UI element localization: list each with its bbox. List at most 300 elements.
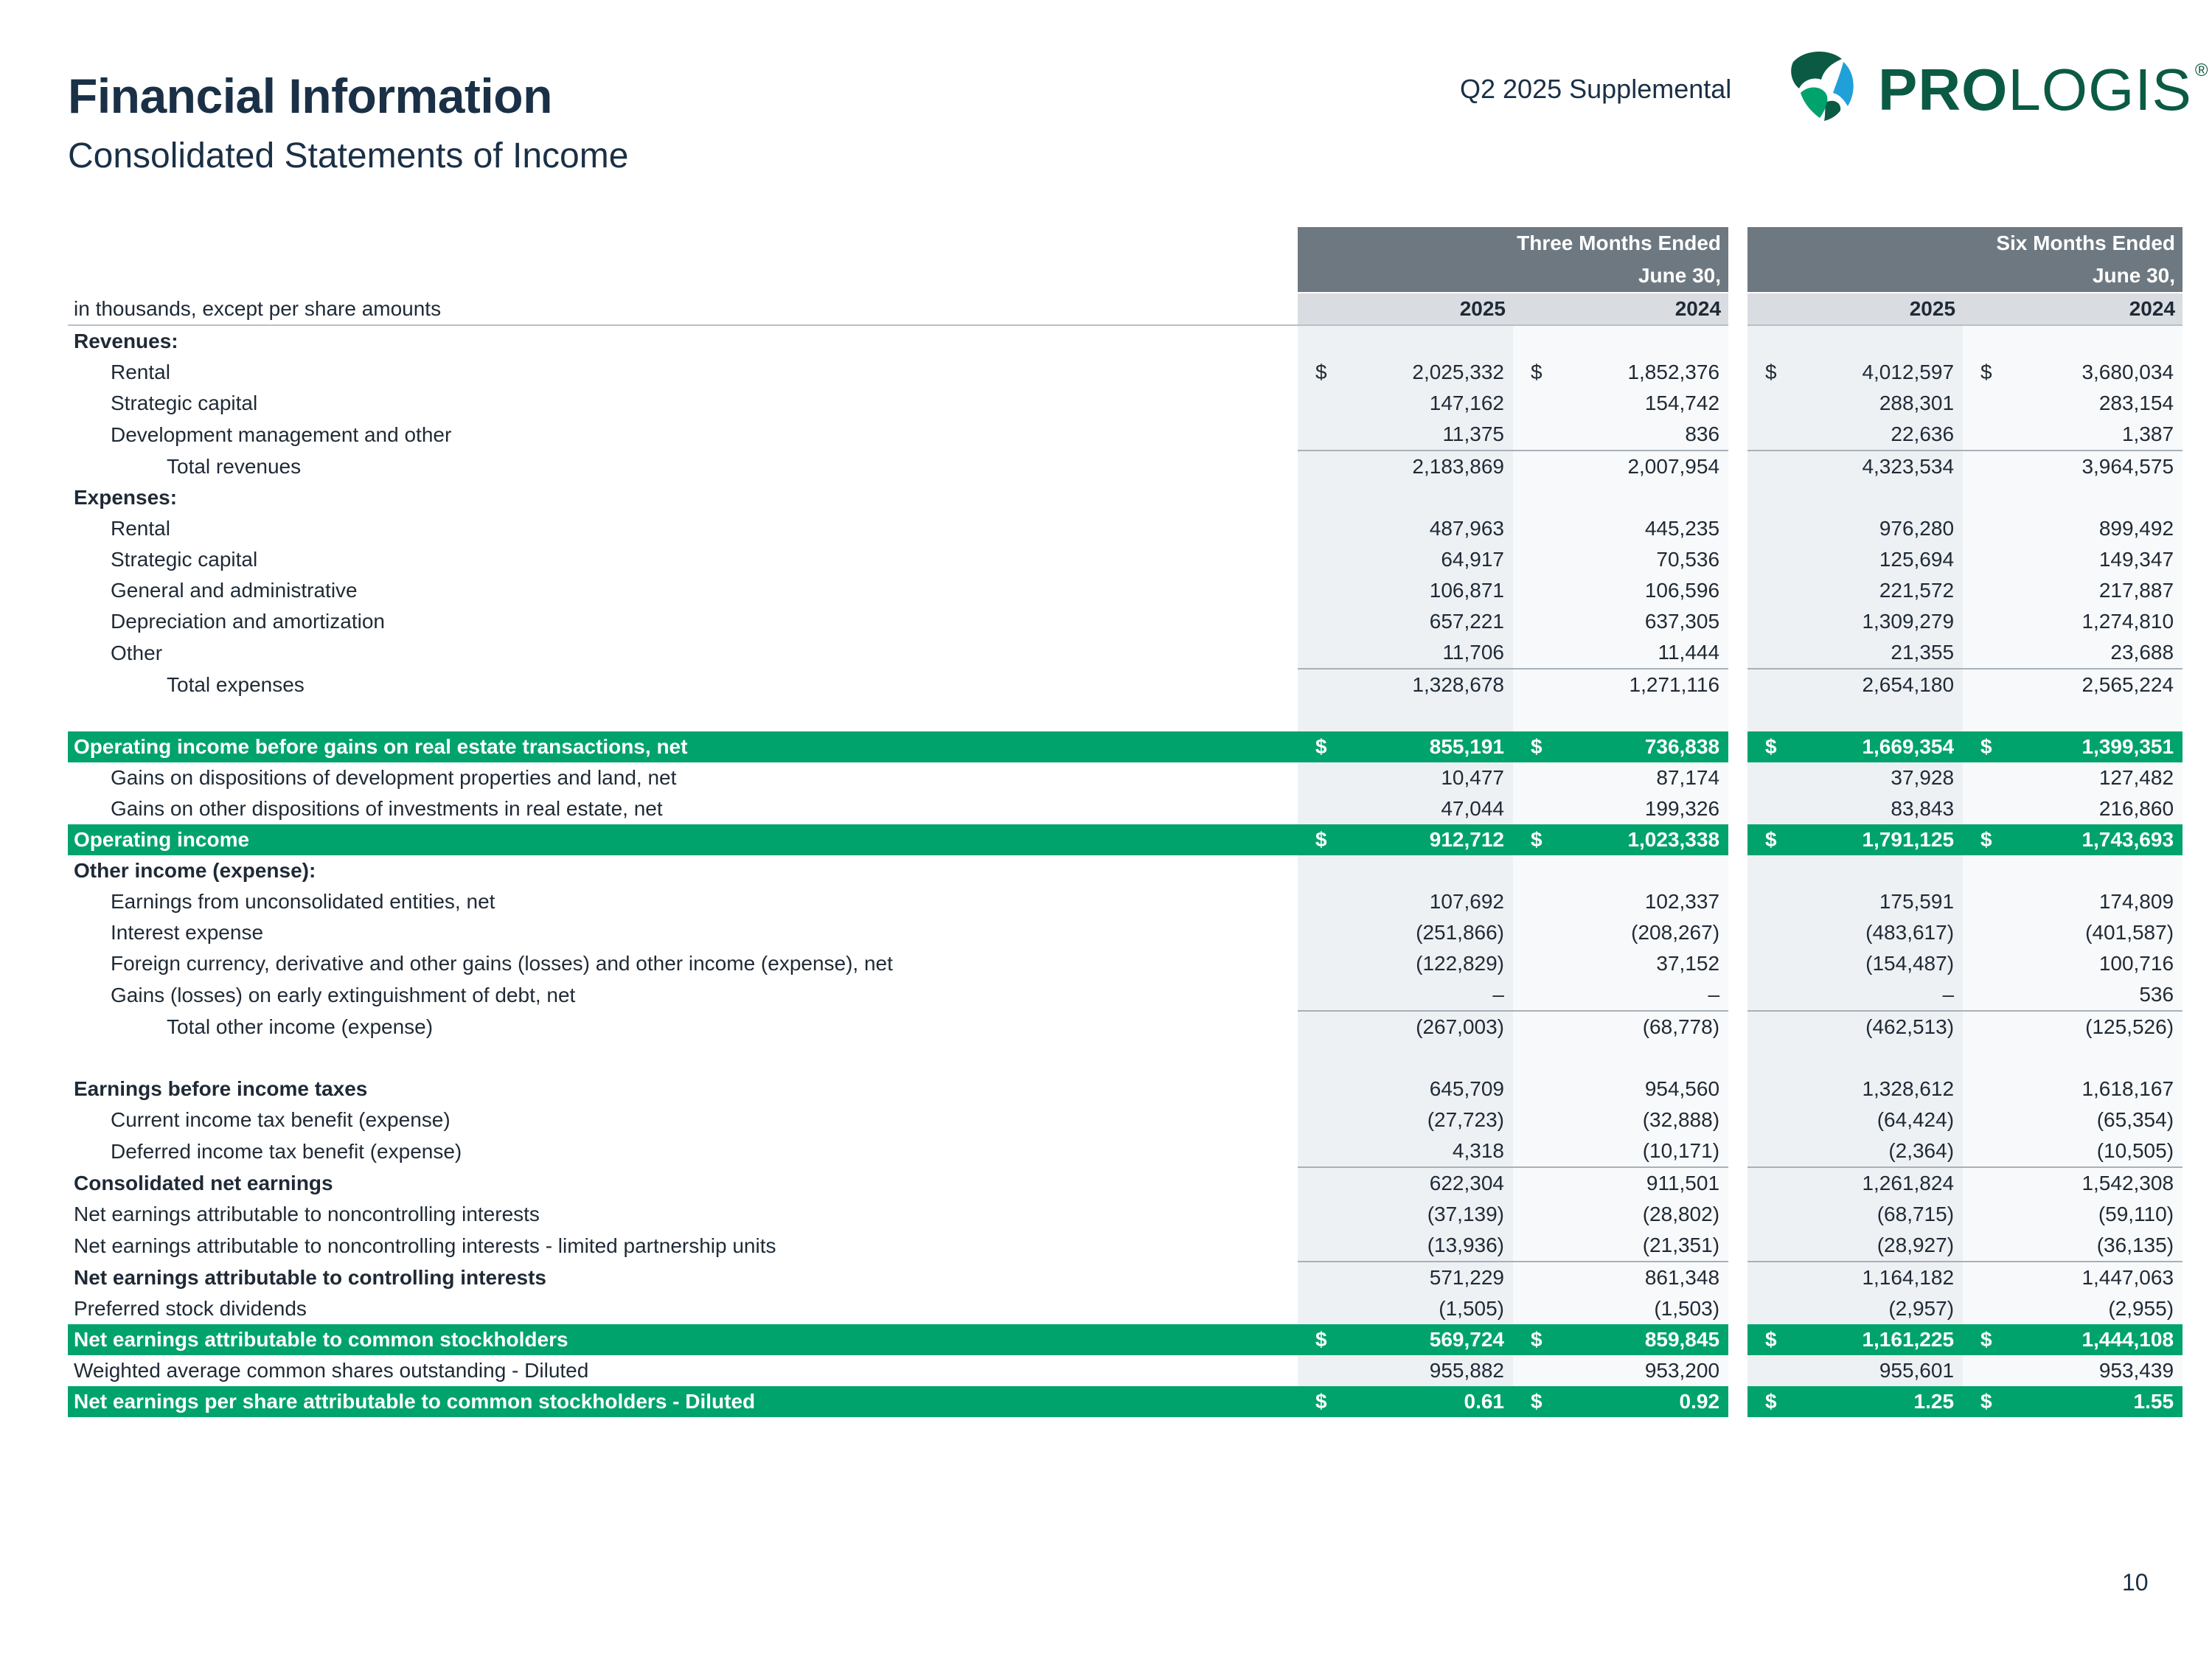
currency-symbol — [1513, 1293, 1557, 1324]
value-cell: 1,444,108 — [2007, 1324, 2183, 1355]
currency-symbol — [1747, 575, 1792, 606]
header-row-years — [68, 293, 2183, 325]
currency-symbol — [1298, 855, 1342, 886]
table-row — [68, 669, 2183, 700]
value-cell — [1342, 325, 1513, 357]
year-col-2: 2024 — [1513, 293, 1728, 325]
value-cell: 536 — [2007, 979, 2183, 1011]
value-cell: 21,355 — [1792, 637, 1963, 669]
currency-symbol — [1298, 917, 1342, 948]
row-label: Net earnings attributable to noncontrolling interests — [74, 1203, 540, 1225]
value-cell — [1557, 700, 1728, 731]
value-cell: 657,221 — [1342, 606, 1513, 637]
value-cell: (154,487) — [1792, 948, 1963, 979]
currency-symbol — [1963, 700, 2007, 731]
value-cell: 1.55 — [2007, 1386, 2183, 1417]
value-cell: (10,505) — [2007, 1135, 2183, 1167]
table-row — [68, 1386, 2183, 1417]
value-cell: 102,337 — [1557, 886, 1728, 917]
units-label: in thousands, except per share amounts — [68, 293, 1298, 325]
value-cell: (32,888) — [1557, 1105, 1728, 1135]
income-statement-table — [68, 227, 2183, 1417]
table-row — [68, 824, 2183, 855]
currency-symbol — [1963, 1043, 2007, 1074]
value-cell: 1,399,351 — [2007, 731, 2183, 762]
currency-symbol — [1963, 451, 2007, 482]
value-cell: (37,139) — [1342, 1199, 1513, 1230]
value-cell: 283,154 — [2007, 388, 2183, 419]
currency-symbol: $ — [1747, 731, 1792, 762]
value-cell — [2007, 700, 2183, 731]
currency-symbol — [1513, 1262, 1557, 1293]
value-cell: (64,424) — [1792, 1105, 1963, 1135]
currency-symbol — [1298, 1230, 1342, 1262]
value-cell — [1342, 482, 1513, 513]
page-number: 10 — [2122, 1569, 2149, 1596]
currency-symbol — [1963, 482, 2007, 513]
currency-symbol — [1963, 325, 2007, 357]
value-cell: 955,882 — [1342, 1355, 1513, 1386]
value-cell: (36,135) — [2007, 1230, 2183, 1262]
prologis-logo — [1778, 47, 2209, 128]
currency-symbol — [1298, 513, 1342, 544]
value-cell — [2007, 855, 2183, 886]
table-row — [68, 1262, 2183, 1293]
value-cell: 107,692 — [1342, 886, 1513, 917]
currency-symbol — [1298, 451, 1342, 482]
header-row-period — [68, 227, 2183, 260]
table-row — [68, 419, 2183, 451]
value-cell: 912,712 — [1342, 824, 1513, 855]
currency-symbol: $ — [1513, 731, 1557, 762]
currency-symbol — [1298, 1135, 1342, 1167]
value-cell: 1,387 — [2007, 419, 2183, 451]
row-label: Strategic capital — [111, 548, 258, 571]
row-label: Rental — [111, 361, 170, 383]
currency-symbol: $ — [1963, 824, 2007, 855]
row-label: Gains on dispositions of development properties and land, net — [111, 766, 677, 789]
currency-symbol — [1963, 1293, 2007, 1324]
currency-symbol: $ — [1513, 1324, 1557, 1355]
three-months-header: Three Months Ended — [1298, 227, 1728, 260]
currency-symbol — [1963, 1230, 2007, 1262]
value-cell: – — [1557, 979, 1728, 1011]
currency-symbol — [1963, 606, 2007, 637]
currency-symbol — [1513, 948, 1557, 979]
currency-symbol — [1298, 979, 1342, 1011]
table-row — [68, 1199, 2183, 1230]
table-row — [68, 606, 2183, 637]
currency-symbol — [1747, 1355, 1792, 1386]
year-col-1: 2025 — [1298, 293, 1513, 325]
currency-symbol — [1513, 637, 1557, 669]
currency-symbol: $ — [1513, 1386, 1557, 1417]
value-cell: 1,274,810 — [2007, 606, 2183, 637]
value-cell: (2,957) — [1792, 1293, 1963, 1324]
value-cell: 736,838 — [1557, 731, 1728, 762]
row-label: Operating income before gains on real estate transactions, net — [68, 731, 1298, 762]
currency-symbol — [1298, 482, 1342, 513]
table-row — [68, 544, 2183, 575]
value-cell — [1557, 482, 1728, 513]
value-cell: 954,560 — [1557, 1074, 1728, 1105]
currency-symbol — [1747, 793, 1792, 824]
currency-symbol — [1963, 948, 2007, 979]
value-cell: (2,955) — [2007, 1293, 2183, 1324]
value-cell: 899,492 — [2007, 513, 2183, 544]
table-row — [68, 793, 2183, 824]
value-cell: 1,542,308 — [2007, 1167, 2183, 1199]
currency-symbol — [1513, 451, 1557, 482]
currency-symbol — [1513, 1105, 1557, 1135]
table-row — [68, 1105, 2183, 1135]
currency-symbol — [1513, 1199, 1557, 1230]
value-cell — [1557, 855, 1728, 886]
value-cell: 11,706 — [1342, 637, 1513, 669]
currency-symbol — [1298, 388, 1342, 419]
currency-symbol — [1747, 1199, 1792, 1230]
currency-symbol — [1298, 637, 1342, 669]
value-cell: 125,694 — [1792, 544, 1963, 575]
value-cell: 1.25 — [1792, 1386, 1963, 1417]
value-cell: (251,866) — [1342, 917, 1513, 948]
value-cell: (122,829) — [1342, 948, 1513, 979]
value-cell — [2007, 325, 2183, 357]
page-subtitle: Consolidated Statements of Income — [68, 136, 629, 175]
currency-symbol — [1963, 388, 2007, 419]
currency-symbol — [1513, 419, 1557, 451]
value-cell: 47,044 — [1342, 793, 1513, 824]
value-cell: (68,778) — [1557, 1011, 1728, 1043]
value-cell: 1,328,678 — [1342, 669, 1513, 700]
value-cell: 569,724 — [1342, 1324, 1513, 1355]
table-row — [68, 1011, 2183, 1043]
row-label: Other income (expense): — [74, 859, 316, 882]
row-label: Other — [111, 641, 163, 664]
value-cell — [1792, 855, 1963, 886]
currency-symbol — [1747, 1074, 1792, 1105]
value-cell: 1,271,116 — [1557, 669, 1728, 700]
six-months-header: Six Months Ended — [1747, 227, 2183, 260]
currency-symbol — [1298, 669, 1342, 700]
globe-icon — [1778, 47, 1861, 127]
currency-symbol — [1513, 606, 1557, 637]
value-cell: 100,716 — [2007, 948, 2183, 979]
currency-symbol — [1747, 1262, 1792, 1293]
row-label: Earnings from unconsolidated entities, net — [111, 890, 495, 913]
currency-symbol: $ — [1747, 1386, 1792, 1417]
value-cell: 11,375 — [1342, 419, 1513, 451]
value-cell — [1342, 855, 1513, 886]
currency-symbol: $ — [1298, 357, 1342, 388]
currency-symbol — [1963, 544, 2007, 575]
page-title: Financial Information — [68, 69, 552, 123]
value-cell: 445,235 — [1557, 513, 1728, 544]
currency-symbol — [1513, 482, 1557, 513]
currency-symbol — [1513, 1355, 1557, 1386]
currency-symbol — [1747, 1230, 1792, 1262]
value-cell: 23,688 — [2007, 637, 2183, 669]
row-label: Gains (losses) on early extinguishment of debt, net — [111, 983, 576, 1006]
currency-symbol: $ — [1298, 731, 1342, 762]
currency-symbol — [1513, 1167, 1557, 1199]
value-cell: 3,964,575 — [2007, 451, 2183, 482]
value-cell: 175,591 — [1792, 886, 1963, 917]
value-cell: 3,680,034 — [2007, 357, 2183, 388]
supplemental-label: Q2 2025 Supplemental — [1460, 74, 1732, 104]
value-cell: 1,261,824 — [1792, 1167, 1963, 1199]
currency-symbol — [1513, 979, 1557, 1011]
currency-symbol: $ — [1298, 824, 1342, 855]
value-cell: 487,963 — [1342, 513, 1513, 544]
currency-symbol — [1963, 1074, 2007, 1105]
currency-symbol — [1963, 419, 2007, 451]
row-label: Development management and other — [111, 422, 452, 446]
currency-symbol — [1298, 606, 1342, 637]
value-cell: 2,183,869 — [1342, 451, 1513, 482]
table-row — [68, 575, 2183, 606]
row-label: Deferred income tax benefit (expense) — [111, 1139, 462, 1163]
currency-symbol — [1747, 855, 1792, 886]
value-cell: 1,743,693 — [2007, 824, 2183, 855]
value-cell: 199,326 — [1557, 793, 1728, 824]
value-cell: 0.61 — [1342, 1386, 1513, 1417]
value-cell: 106,596 — [1557, 575, 1728, 606]
table-row — [68, 1167, 2183, 1199]
currency-symbol: $ — [1298, 1324, 1342, 1355]
currency-symbol — [1513, 388, 1557, 419]
currency-symbol — [1747, 886, 1792, 917]
table-row — [68, 325, 2183, 357]
currency-symbol — [1513, 575, 1557, 606]
row-label: Net earnings per share attributable to common stockholders - Diluted — [68, 1386, 1298, 1417]
value-cell: 955,601 — [1792, 1355, 1963, 1386]
value-cell: 2,565,224 — [2007, 669, 2183, 700]
currency-symbol: $ — [1963, 357, 2007, 388]
currency-symbol — [1963, 1167, 2007, 1199]
currency-symbol — [1298, 1167, 1342, 1199]
value-cell: (401,587) — [2007, 917, 2183, 948]
value-cell: (13,936) — [1342, 1230, 1513, 1262]
value-cell: (27,723) — [1342, 1105, 1513, 1135]
currency-symbol — [1513, 886, 1557, 917]
currency-symbol — [1747, 544, 1792, 575]
table-row — [68, 1324, 2183, 1355]
currency-symbol — [1298, 575, 1342, 606]
row-label: General and administrative — [111, 579, 358, 602]
row-label: Foreign currency, derivative and other gains (losses) and other income (expense), net — [111, 952, 893, 975]
spacer-row — [68, 1043, 2183, 1074]
row-label: Total expenses — [167, 672, 305, 696]
value-cell: (1,505) — [1342, 1293, 1513, 1324]
currency-symbol — [1747, 1011, 1792, 1043]
value-cell — [2007, 1043, 2183, 1074]
row-label: Depreciation and amortization — [111, 610, 385, 633]
value-cell: (28,927) — [1792, 1230, 1963, 1262]
currency-symbol — [1513, 544, 1557, 575]
value-cell: 859,845 — [1557, 1324, 1728, 1355]
currency-symbol — [1747, 1167, 1792, 1199]
currency-symbol — [1298, 700, 1342, 731]
header-row-date — [68, 260, 2183, 293]
value-cell: 221,572 — [1792, 575, 1963, 606]
value-cell: 149,347 — [2007, 544, 2183, 575]
currency-symbol: $ — [1298, 1386, 1342, 1417]
currency-symbol — [1963, 855, 2007, 886]
currency-symbol — [1298, 544, 1342, 575]
value-cell: 1,309,279 — [1792, 606, 1963, 637]
value-cell — [1342, 1043, 1513, 1074]
value-cell: 4,012,597 — [1792, 357, 1963, 388]
value-cell: 953,200 — [1557, 1355, 1728, 1386]
value-cell: 1,852,376 — [1557, 357, 1728, 388]
currency-symbol — [1298, 325, 1342, 357]
currency-symbol — [1747, 1043, 1792, 1074]
value-cell — [1342, 700, 1513, 731]
currency-symbol — [1298, 1199, 1342, 1230]
table-row — [68, 388, 2183, 419]
value-cell: 174,809 — [2007, 886, 2183, 917]
currency-symbol — [1963, 513, 2007, 544]
currency-symbol — [1298, 948, 1342, 979]
value-cell — [1792, 325, 1963, 357]
currency-symbol — [1298, 419, 1342, 451]
table-row — [68, 1230, 2183, 1262]
value-cell: 2,007,954 — [1557, 451, 1728, 482]
value-cell: (267,003) — [1342, 1011, 1513, 1043]
value-cell: 1,164,182 — [1792, 1262, 1963, 1293]
currency-symbol — [1963, 637, 2007, 669]
currency-symbol — [1513, 1230, 1557, 1262]
currency-symbol — [1747, 419, 1792, 451]
row-label: Total revenues — [167, 454, 302, 478]
currency-symbol — [1963, 1135, 2007, 1167]
row-label — [68, 700, 1298, 731]
value-cell: 2,654,180 — [1792, 669, 1963, 700]
value-cell: 645,709 — [1342, 1074, 1513, 1105]
currency-symbol — [1747, 606, 1792, 637]
value-cell: 1,618,167 — [2007, 1074, 2183, 1105]
value-cell: 70,536 — [1557, 544, 1728, 575]
table-row — [68, 762, 2183, 793]
currency-symbol — [1747, 482, 1792, 513]
value-cell: (65,354) — [2007, 1105, 2183, 1135]
value-cell: (68,715) — [1792, 1199, 1963, 1230]
value-cell: 11,444 — [1557, 637, 1728, 669]
currency-symbol — [1963, 669, 2007, 700]
six-months-date: June 30, — [1747, 260, 2183, 293]
currency-symbol — [1513, 700, 1557, 731]
row-label: Strategic capital — [111, 392, 258, 414]
currency-symbol — [1747, 325, 1792, 357]
value-cell: (125,526) — [2007, 1011, 2183, 1043]
value-cell: 22,636 — [1792, 419, 1963, 451]
currency-symbol — [1963, 1011, 2007, 1043]
table-row — [68, 1135, 2183, 1167]
row-label: Weighted average common shares outstanding - Diluted — [74, 1359, 589, 1382]
currency-symbol — [1747, 637, 1792, 669]
currency-symbol — [1513, 793, 1557, 824]
row-label: Rental — [111, 517, 170, 540]
currency-symbol — [1513, 1043, 1557, 1074]
currency-symbol — [1513, 1135, 1557, 1167]
currency-symbol — [1963, 575, 2007, 606]
value-cell: 1,161,225 — [1792, 1324, 1963, 1355]
currency-symbol: $ — [1963, 1386, 2007, 1417]
value-cell: 83,843 — [1792, 793, 1963, 824]
currency-symbol: $ — [1747, 1324, 1792, 1355]
currency-symbol — [1298, 1011, 1342, 1043]
table-row — [68, 979, 2183, 1011]
value-cell: 861,348 — [1557, 1262, 1728, 1293]
row-label: Net earnings attributable to controlling interests — [74, 1265, 546, 1289]
row-label — [68, 1043, 1298, 1074]
currency-symbol — [1298, 1355, 1342, 1386]
value-cell: 2,025,332 — [1342, 357, 1513, 388]
currency-symbol — [1298, 1074, 1342, 1105]
logo-wordmark: PROLOGIS ® — [1878, 57, 2209, 122]
table-row — [68, 1074, 2183, 1105]
value-cell: 571,229 — [1342, 1262, 1513, 1293]
currency-symbol — [1298, 762, 1342, 793]
table-row — [68, 917, 2183, 948]
currency-symbol: $ — [1513, 824, 1557, 855]
value-cell: 4,323,534 — [1792, 451, 1963, 482]
currency-symbol: $ — [1747, 357, 1792, 388]
currency-symbol — [1963, 1199, 2007, 1230]
currency-symbol: $ — [1747, 824, 1792, 855]
table-row — [68, 451, 2183, 482]
currency-symbol — [1513, 762, 1557, 793]
value-cell: 855,191 — [1342, 731, 1513, 762]
table-row — [68, 1355, 2183, 1386]
currency-symbol — [1298, 886, 1342, 917]
currency-symbol — [1963, 793, 2007, 824]
row-label: Gains on other dispositions of investments in real estate, net — [111, 797, 663, 820]
table-row — [68, 637, 2183, 669]
value-cell: 1,023,338 — [1557, 824, 1728, 855]
table-row — [68, 886, 2183, 917]
table-row — [68, 1293, 2183, 1324]
row-label: Preferred stock dividends — [74, 1297, 307, 1320]
row-label: Current income tax benefit (expense) — [111, 1108, 451, 1131]
value-cell: 288,301 — [1792, 388, 1963, 419]
value-cell: 1,328,612 — [1792, 1074, 1963, 1105]
spacer-row — [68, 700, 2183, 731]
value-cell: (10,171) — [1557, 1135, 1728, 1167]
row-label: Net earnings attributable to common stockholders — [68, 1324, 1298, 1355]
value-cell: 4,318 — [1342, 1135, 1513, 1167]
currency-symbol — [1298, 1043, 1342, 1074]
row-label: Earnings before income taxes — [74, 1077, 368, 1100]
currency-symbol — [1298, 1262, 1342, 1293]
currency-symbol — [1747, 388, 1792, 419]
currency-symbol — [1963, 886, 2007, 917]
value-cell: 976,280 — [1792, 513, 1963, 544]
value-cell: 1,791,125 — [1792, 824, 1963, 855]
currency-symbol — [1747, 1135, 1792, 1167]
currency-symbol — [1298, 793, 1342, 824]
value-cell: 154,742 — [1557, 388, 1728, 419]
value-cell: 622,304 — [1342, 1167, 1513, 1199]
currency-symbol — [1747, 669, 1792, 700]
currency-symbol — [1513, 1011, 1557, 1043]
value-cell: 10,477 — [1342, 762, 1513, 793]
value-cell: 911,501 — [1557, 1167, 1728, 1199]
value-cell: 953,439 — [2007, 1355, 2183, 1386]
value-cell: 147,162 — [1342, 388, 1513, 419]
currency-symbol: $ — [1513, 357, 1557, 388]
